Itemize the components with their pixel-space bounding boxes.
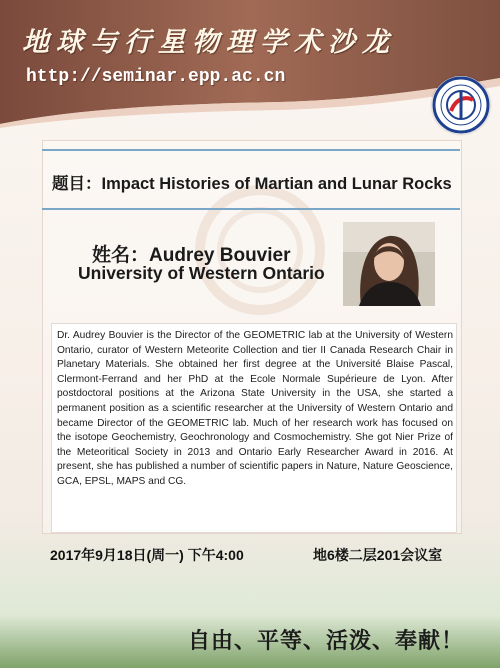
event-venue: 地6楼二层201会议室	[313, 547, 443, 563]
talk-title: 题目：Impact Histories of Martian and Lunar Rocks	[52, 175, 452, 193]
footer-motto: 自由、平等、活泼、奉献！	[188, 628, 465, 654]
event-datetime: 2017年9月18日(周一) 下午4:00	[50, 547, 244, 563]
divider-middle	[42, 208, 460, 210]
divider-top	[42, 149, 460, 151]
speaker-affiliation: University of Western Ontario	[78, 263, 325, 283]
speaker-bio: Dr. Audrey Bouvier is the Director of the GEOMETRIC lab at the University of Western Ontario, curator of Western Meteorite Collection and tier II Canada Research Chair in Planetary Materials. She obtained her first degree at the Université Blaise Pascal, Clermont-Ferrand and her PhD at the Ecole Normale Supérieure de Lyon. After postdoctoral positions at the Arizona State University in the USA, she started a permanent position as a scientific researcher at the University of Western Ontario and became Director of the GEOMETRIC lab. Much of her research work has focused on the isotope Geochemistry, Geochronology and Cosmochemistry. She got Nier Prize of the Meteoritical Society in 2013 and Ontario Early Researcher Award in 2016. At present, she has published a number of scientific papers in Nature, Nature Geoscience, GCA, EPSL, MAPS and CG.	[57, 330, 453, 487]
site-url-link[interactable]: http://seminar.epp.ac.cn	[26, 67, 286, 87]
speaker-name: 姓名：Audrey Bouvier	[92, 245, 291, 266]
speaker-portrait-icon	[343, 222, 435, 306]
institute-seal-icon	[432, 76, 490, 134]
site-title: 地球与行星物理学术沙龙	[22, 27, 396, 58]
